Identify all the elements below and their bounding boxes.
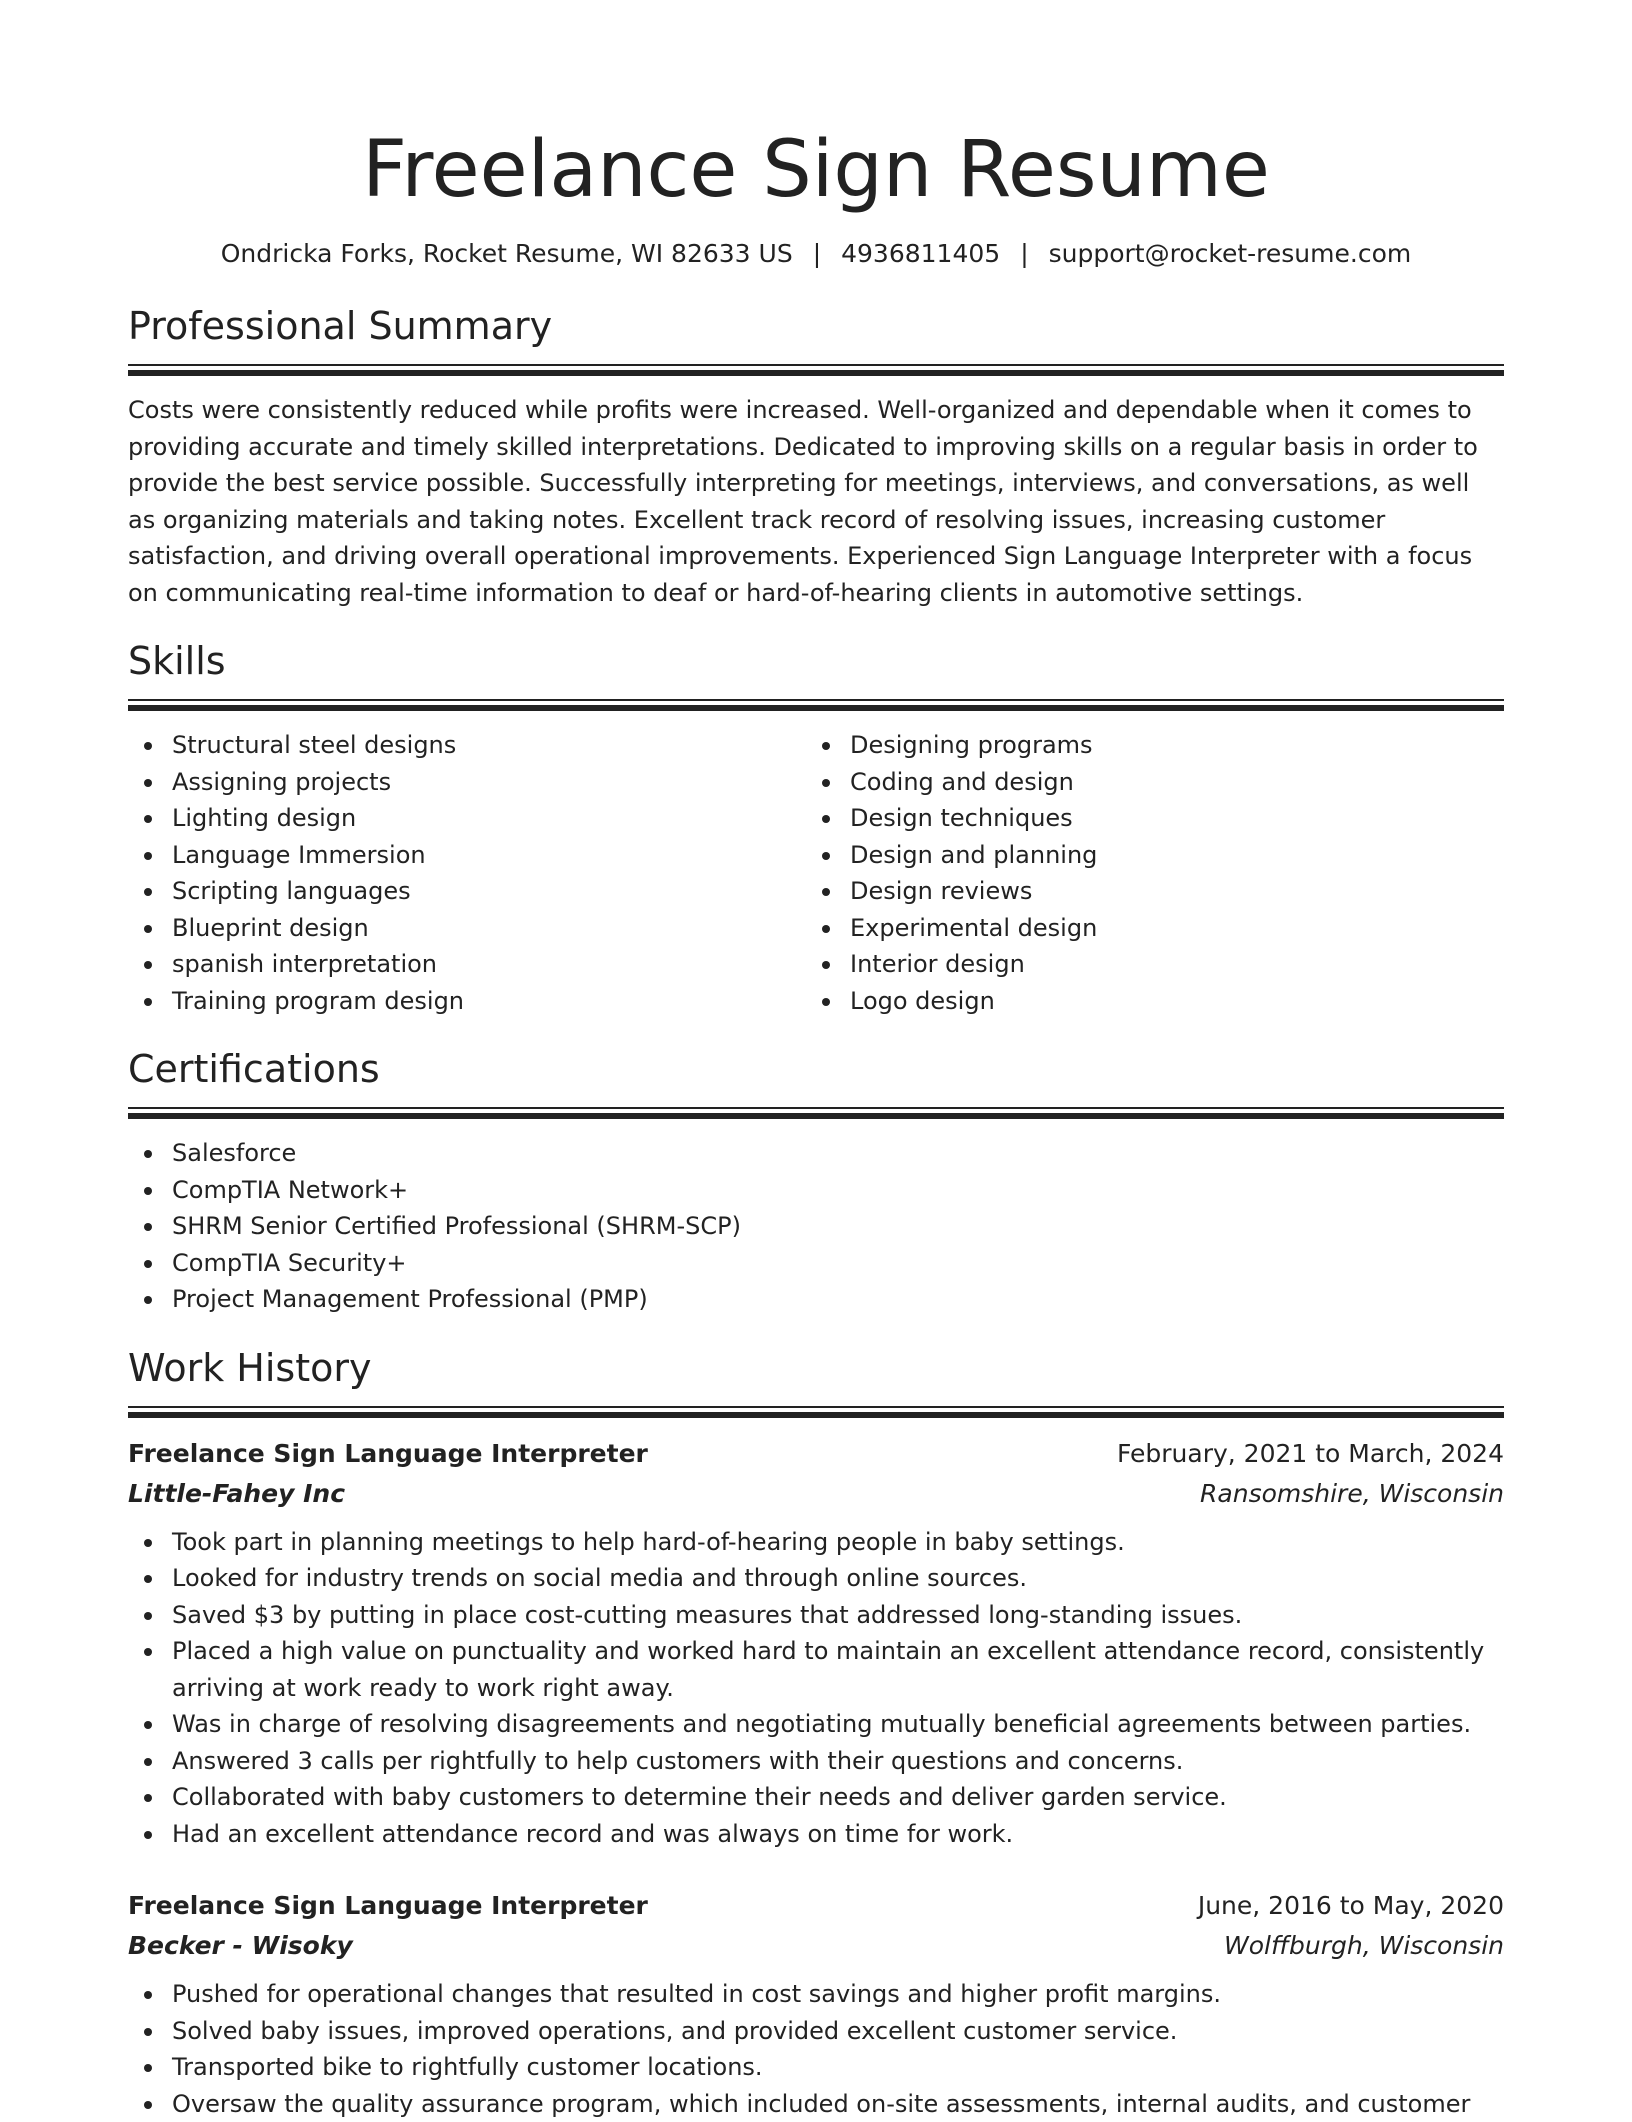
skills-list: [128, 727, 806, 1019]
contact-email: support@rocket-resume.com: [1049, 239, 1412, 268]
job-title: Freelance Sign Language Interpreter: [128, 1434, 648, 1474]
list-item: Had an excellent attendance record and was always on time for work.: [172, 1816, 1504, 1853]
resume-page: [128, 0, 1504, 2122]
list-item: Transported bike to rightfully customer locations.: [172, 2049, 1504, 2086]
list-item: Designing programs: [850, 727, 1484, 764]
job-subheader: [128, 1926, 1504, 1966]
job-dates: February, 2021 to March, 2024: [1117, 1434, 1504, 1474]
job-bullets: [128, 1524, 1504, 1853]
list-item: Saved $3 by putting in place cost-cutting measures that addressed long-standing issues.: [172, 1597, 1504, 1634]
list-item: Solved baby issues, improved operations, and provided excellent customer service.: [172, 2013, 1504, 2050]
job-header: [128, 1886, 1504, 1926]
contact-line: [128, 238, 1504, 270]
section-heading: Professional Summary: [128, 302, 1504, 364]
job-location: Wolffburgh, Wisconsin: [1224, 1926, 1504, 1966]
list-item: Coding and design: [850, 764, 1484, 801]
list-item: spanish interpretation: [172, 946, 806, 983]
certifications-list: [128, 1135, 1504, 1318]
list-item: Was in charge of resolving disagreements and negotiating mutually beneficial agreements between parties.: [172, 1706, 1504, 1743]
list-item: Training program design: [172, 983, 806, 1020]
section-divider: [128, 364, 1504, 376]
job-dates: June, 2016 to May, 2020: [1198, 1886, 1504, 1926]
list-item: Experimental design: [850, 910, 1484, 947]
contact-separator: |: [1000, 238, 1048, 270]
list-item: CompTIA Security+: [172, 1245, 1504, 1282]
list-item: Logo design: [850, 983, 1484, 1020]
list-item: Project Management Professional (PMP): [172, 1281, 1504, 1318]
list-item: Design and planning: [850, 837, 1484, 874]
list-item: Scripting languages: [172, 873, 806, 910]
summary-section: [128, 302, 1504, 611]
job-bullets: [128, 1976, 1504, 2122]
list-item: Answered 3 calls per rightfully to help customers with their questions and concerns.: [172, 1743, 1504, 1780]
contact-separator: |: [793, 238, 841, 270]
list-item: CompTIA Network+: [172, 1172, 1504, 1209]
section-heading: Certifications: [128, 1045, 1504, 1107]
list-item: Design reviews: [850, 873, 1484, 910]
job-subheader: [128, 1474, 1504, 1514]
contact-phone: 4936811405: [841, 239, 1000, 268]
contact-address: Ondricka Forks, Rocket Resume, WI 82633 US: [221, 239, 793, 268]
skills-column-left: [128, 727, 806, 1019]
job-title: Freelance Sign Language Interpreter: [128, 1886, 648, 1926]
list-item: Collaborated with baby customers to determine their needs and deliver garden service.: [172, 1779, 1504, 1816]
job-company: Becker - Wisoky: [128, 1926, 353, 1966]
section-divider: [128, 1406, 1504, 1418]
job-entry: [128, 1434, 1504, 1853]
job-entry: [128, 1886, 1504, 2122]
list-item: SHRM Senior Certified Professional (SHRM-SCP): [172, 1208, 1504, 1245]
section-heading: Work History: [128, 1344, 1504, 1406]
list-item: Design techniques: [850, 800, 1484, 837]
list-item: Blueprint design: [172, 910, 806, 947]
list-item: Oversaw the quality assurance program, which included on-site assessments, internal audits, and customer: [172, 2086, 1504, 2122]
list-item: Took part in planning meetings to help hard-of-hearing people in baby settings.: [172, 1524, 1504, 1561]
resume-title: Freelance Sign Resume: [128, 122, 1504, 218]
list-item: Interior design: [850, 946, 1484, 983]
job-location: Ransomshire, Wisconsin: [1200, 1474, 1504, 1514]
section-divider: [128, 699, 1504, 711]
summary-text: Costs were consistently reduced while profits were increased. Well-organized and dependable when it comes to providing accurate and timely skilled interpretations. Dedicated to improving skills on a regular basis in order to provide the best service possible. Successfully interpreting for meetings, interviews, and conversations, as well as organizing materials and taking notes. Excellent track record of resolving issues, increasing customer satisfaction, and driving overall operational improvements. Experienced Sign Language Interpreter with a focus on communicating real-time information to deaf or hard-of-hearing clients in automotive settings.: [128, 392, 1504, 611]
list-item: Assigning projects: [172, 764, 806, 801]
work-history-section: [128, 1344, 1504, 2122]
section-heading: Skills: [128, 637, 1504, 699]
section-divider: [128, 1107, 1504, 1119]
list-item: Placed a high value on punctuality and worked hard to maintain an excellent attendance record, consistently arriving at work ready to work right away.: [172, 1633, 1504, 1706]
skills-grid: [128, 727, 1504, 1019]
job-company: Little-Fahey Inc: [128, 1474, 345, 1514]
certifications-section: [128, 1045, 1504, 1318]
list-item: Structural steel designs: [172, 727, 806, 764]
list-item: Salesforce: [172, 1135, 1504, 1172]
list-item: Lighting design: [172, 800, 806, 837]
job-header: [128, 1434, 1504, 1474]
skills-column-right: [806, 727, 1484, 1019]
skills-list: [806, 727, 1484, 1019]
list-item: Pushed for operational changes that resulted in cost savings and higher profit margins.: [172, 1976, 1504, 2013]
skills-section: [128, 637, 1504, 1019]
list-item: Looked for industry trends on social media and through online sources.: [172, 1560, 1504, 1597]
list-item: Language Immersion: [172, 837, 806, 874]
